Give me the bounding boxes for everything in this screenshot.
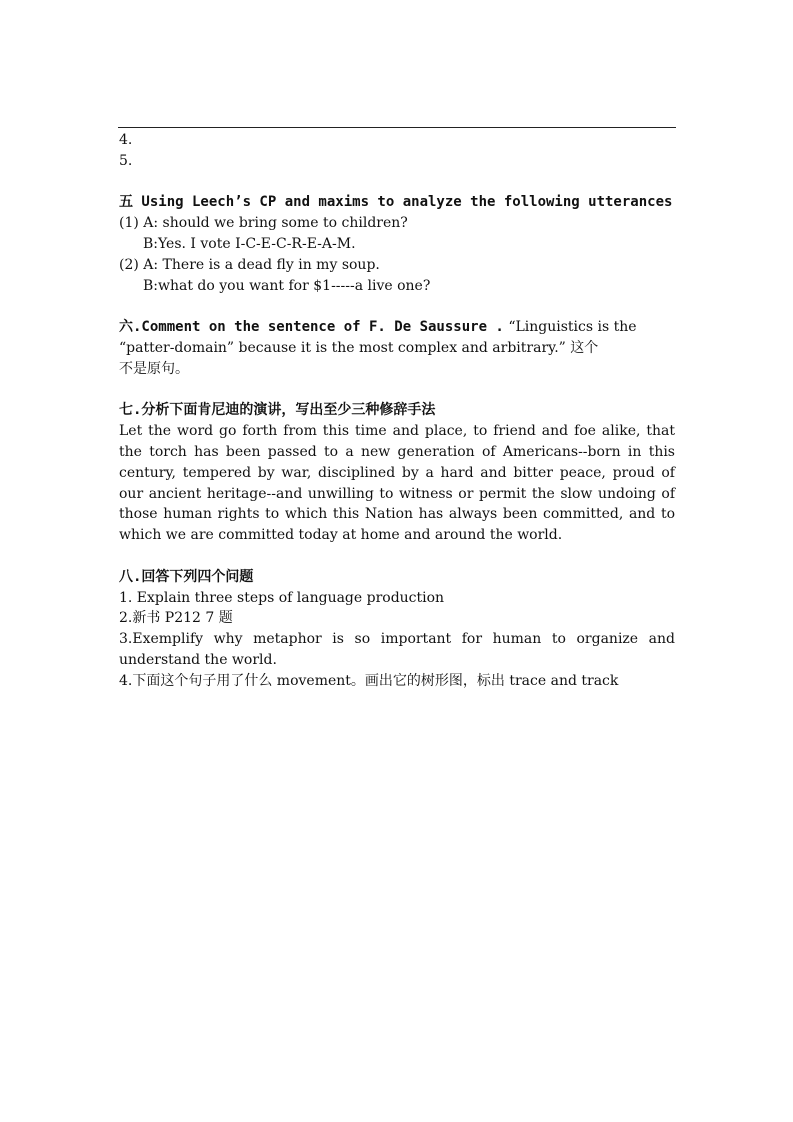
section-8-question-2: 2.新书 P212 7 题 (119, 610, 233, 627)
section-5-line-1: (1) A: should we bring some to children? (119, 215, 408, 232)
section-8-question-3: 3.Exemplify why metaphor is so important for human to organize and understand the world. (119, 631, 675, 668)
spacer (119, 296, 679, 317)
section-5-heading: 五 Using Leech’s CP and maxims to analyze the following utterances (119, 194, 673, 211)
section-8-question-1: 1. Explain three steps of language production (119, 589, 445, 606)
section-6-heading: 六.Comment on the sentence of F. De Saussure . (119, 319, 504, 336)
section-6-first-line (119, 317, 679, 338)
section-5-line-4: B:what do you want for $1-----a live one? (143, 277, 431, 294)
spacer (119, 380, 679, 401)
section-6-quote-start: “Linguistics is the (508, 319, 637, 336)
section-5-line-2: B:Yes. I vote I-C-E-C-R-E-A-M. (143, 235, 356, 252)
section-6-line-2: “patter-domain” because it is the most complex and arbitrary.” 这个 (119, 339, 599, 356)
section-8-heading: 八.回答下列四个问题 (119, 568, 254, 585)
section-8-question-4: 4.下面这个句子用了什么 movement。画出它的树形图，标出 trace and track (119, 672, 619, 689)
list-item-4: 4. (119, 132, 133, 148)
document-body (119, 130, 679, 692)
section-7-paragraph: Let the word go forth from this time and place, to friend and foe alike, that the torch has been passed to a new generation of Americans--born in this century, tempered by war, disciplined by a hard and bitter peace, proud of our ancient heritage--and unwilling to witness or permit the slow undoing of those human rights to which this Nation has always been committed, and to which we are committed today at home and around the world. (119, 423, 675, 544)
spacer (119, 546, 679, 567)
list-item-5: 5. (119, 152, 133, 169)
section-6-line-3: 不是原句。 (119, 360, 189, 377)
spacer (119, 172, 679, 193)
section-5-line-3: (2) A: There is a dead fly in my soup. (119, 256, 380, 273)
section-7-heading: 七.分析下面肯尼迪的演讲，写出至少三种修辞手法 (119, 402, 436, 419)
header-rule (118, 127, 676, 128)
